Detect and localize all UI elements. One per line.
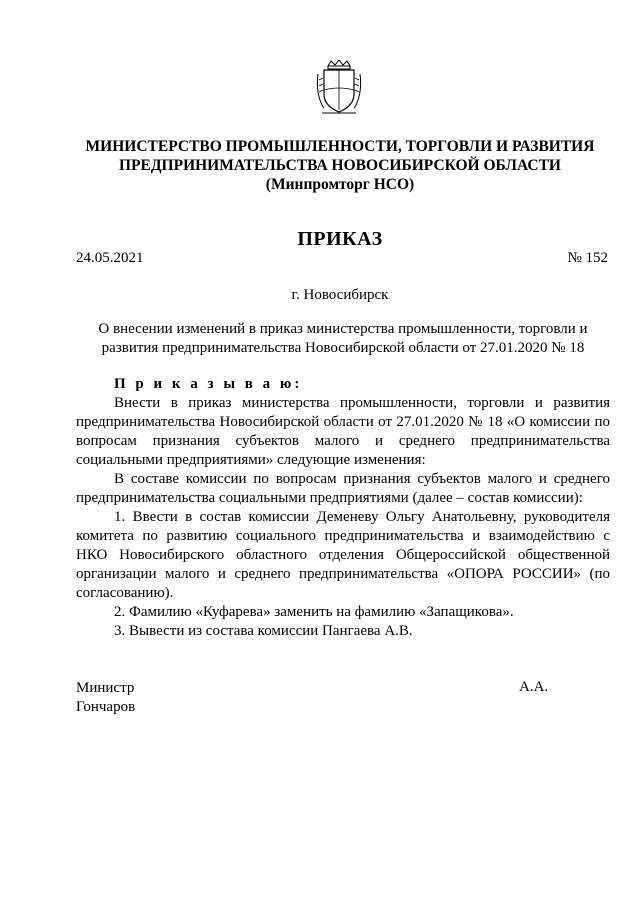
paragraph-2: В составе комиссии по вопросам признания субъектов малого и среднего предпринимательства социальными предприятиями (далее – состав комиссии):: [76, 471, 610, 506]
signatory-surname: Гончаров: [76, 699, 136, 715]
paragraph-4: 2. Фамилию «Куфарева» заменить на фамилию «Запащикова».: [114, 604, 514, 620]
paragraph-1: Внести в приказ министерства промышленности, торговли и развития предпринимательства Новосибирской области от 27.01.2020 № 18 «О комиссии по вопросам признания субъектов малого и среднего предпринимательства социальными предприятиями» следующие изменения:: [76, 395, 610, 468]
ministry-short-name: (Минпромторг НСО): [265, 176, 415, 193]
document-date: 24.05.2021: [76, 250, 144, 266]
document-title: ПРИКАЗ: [297, 228, 383, 250]
novosibirsk-coat-of-arms-icon: [316, 60, 362, 116]
document-subject: О внесении изменений в приказ министерства промышленности, торговли и развития предпринимательства Новосибирской области от 27.01.2020 № 18: [98, 321, 588, 356]
ministry-name-line1: МИНИСТЕРСТВО ПРОМЫШЛЕННОСТИ, ТОРГОВЛИ И РАЗВИТИЯ: [85, 138, 595, 155]
document-body: [76, 375, 610, 641]
signatory-position: Министр: [76, 680, 135, 696]
decree-heading: П р и к а з ы в а ю:: [114, 376, 303, 392]
ministry-header: [60, 137, 620, 194]
document-number: № 152: [567, 250, 608, 266]
signature-block: [76, 679, 196, 717]
document-city: г. Новосибирск: [291, 287, 389, 303]
paragraph-3: 1. Ввести в состав комиссии Деменеву Ольгу Анатольевну, руководителя комитета по развитию социального предпринимательства и взаимодействию с НКО Новосибирского областного отделения Общероссийской общественной организации малого и среднего предпринимательства «ОПОРА РОССИИ» (по согласованию).: [76, 509, 610, 601]
signatory-initials: А.А.: [519, 679, 549, 695]
ministry-name-line2: ПРЕДПРИНИМАТЕЛЬСТВА НОВОСИБИРСКОЙ ОБЛАСТИ: [119, 157, 561, 174]
paragraph-5: 3. Вывести из состава комиссии Пангаева А.В.: [114, 623, 413, 639]
coat-of-arms-emblem: [316, 60, 362, 116]
